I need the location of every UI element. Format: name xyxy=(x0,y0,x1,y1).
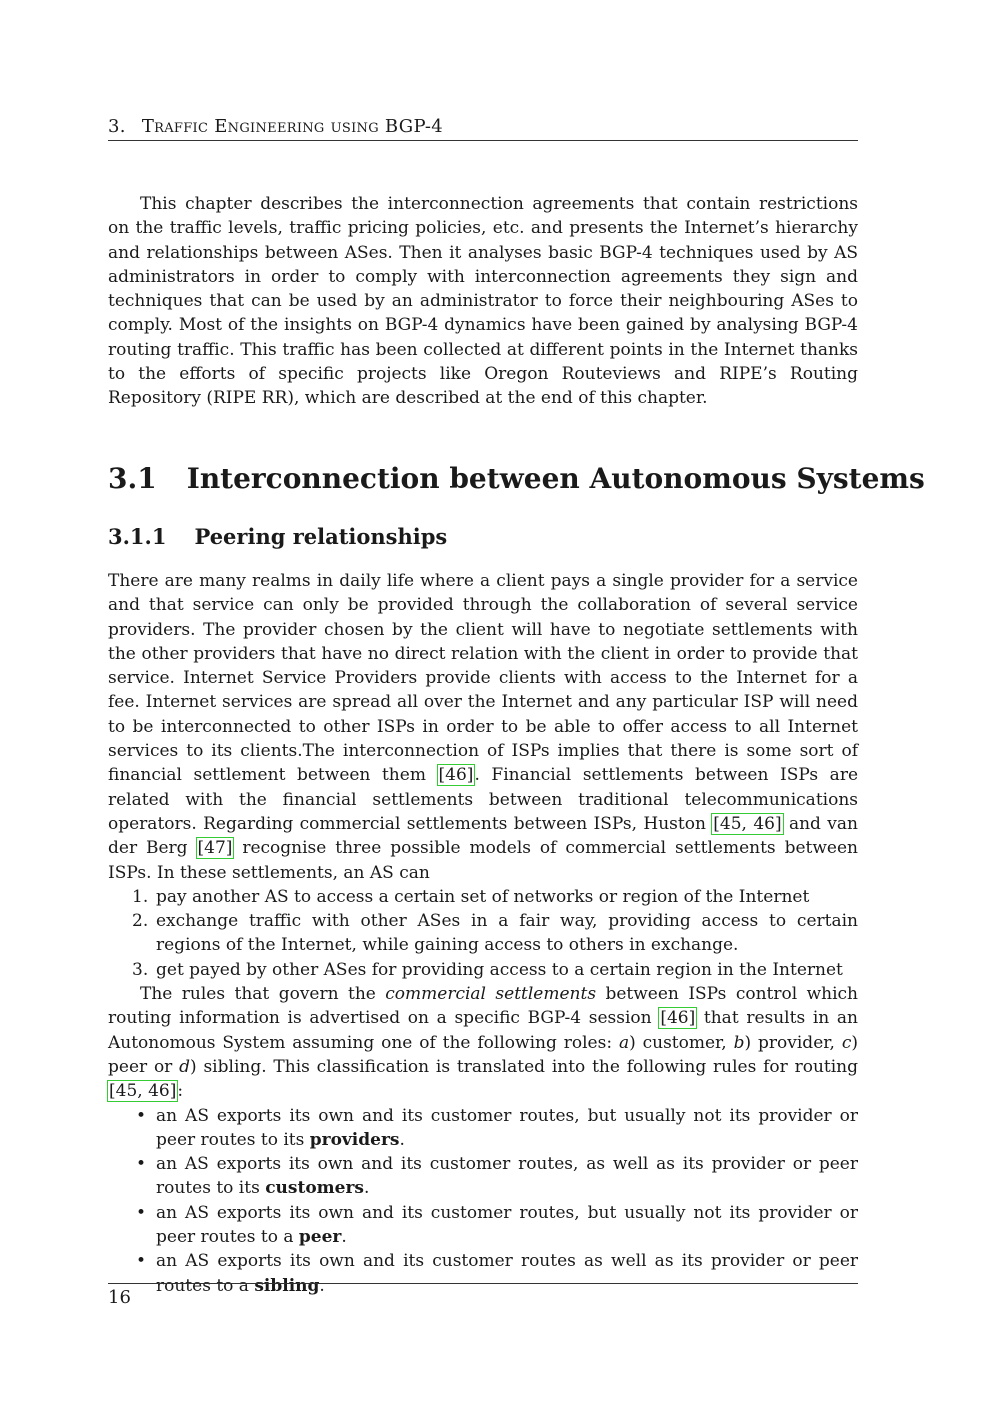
text-run: that results in an Autonomous System assuming one of the following roles: xyxy=(108,1008,859,1053)
list-item xyxy=(108,909,858,958)
list-item xyxy=(108,958,858,982)
bold-term: customers xyxy=(265,1178,365,1199)
list-marker: 2. xyxy=(132,911,149,932)
paragraph-peering xyxy=(108,569,858,885)
bold-term: sibling xyxy=(254,1275,320,1296)
page-footer xyxy=(108,1283,858,1308)
list-item-text: get payed by other ASes for providing access to a certain region in the Internet xyxy=(156,959,843,980)
text-run: between ISPs control which routing information is advertised on a specific BGP-4 session xyxy=(108,984,858,1029)
bullet-marker: • xyxy=(136,1154,147,1175)
intro-paragraph: This chapter describes the interconnection agreements that contain restrictions on the traffic levels, traffic pricing policies, etc. and presents the Internet’s hierarchy and relationships between ASes. Then it analyses basic BGP-4 techniques used by AS administrators in order to comply with interconnection agreements they sign and techniques that can be used by an administrator to force their neighbouring ASes to comply. Most of the insights on BGP-4 dynamics have been gained by analysing BGP-4 routing traffic. This traffic has been collected at different points in the Internet thanks to the efforts of specific projects like Oregon Routeviews and RIPE’s Routing Repository (RIPE RR), which are described at the end of this chapter. xyxy=(108,194,858,409)
text-run: . xyxy=(319,1275,325,1296)
text-run: . xyxy=(341,1227,347,1248)
role-letter: b xyxy=(733,1032,745,1053)
list-item-text: an AS exports its own and its customer routes, as well as its provider or peer routes to its xyxy=(156,1154,858,1199)
text-run: : xyxy=(177,1081,184,1102)
text-run: recognise three possible models of commercial settlements between ISPs. In these settlements, an AS can xyxy=(108,838,858,883)
citation-link[interactable]: [46] xyxy=(438,765,474,786)
body-block xyxy=(108,569,858,1298)
chapter-number: 3. xyxy=(108,116,126,137)
list-item xyxy=(108,885,858,909)
bullet-marker: • xyxy=(136,1105,147,1126)
paragraph-rules xyxy=(108,982,858,1103)
chapter-title: Traffic Engineering using BGP-4 xyxy=(141,116,444,137)
text-run: and van der Berg xyxy=(108,813,858,859)
list-item xyxy=(108,1201,858,1250)
page-number: 16 xyxy=(108,1287,131,1308)
text-run: The rules that govern the xyxy=(140,984,386,1005)
section-title: Interconnection between Autonomous Systems xyxy=(186,462,925,495)
list-item-text: an AS exports its own and its customer routes as well as its provider or peer routes to a xyxy=(156,1251,858,1296)
intro-block xyxy=(108,192,858,411)
role-letter: d xyxy=(179,1056,191,1077)
list-item-text: pay another AS to access a certain set of networks or region of the Internet xyxy=(156,886,810,907)
text-run: . Financial settlements between ISPs are related with the financial settlements between traditional telecommunications operators. Regarding commercial settlements between ISPs, Huston xyxy=(108,765,859,834)
role-letter: c xyxy=(841,1032,852,1053)
running-head xyxy=(108,116,858,141)
text-run: ) provider, xyxy=(744,1032,842,1053)
list-item xyxy=(108,1104,858,1153)
section-heading xyxy=(108,462,925,495)
bullet-marker: • xyxy=(136,1251,147,1272)
list-marker: 1. xyxy=(132,886,149,907)
text-run: There are many realms in daily life where a client pays a single provider for a service and that service can only be provided through the collaboration of several service providers. The provider chosen by the client will have to negotiate settlements with the other providers that have no direct relation with the client in order to provide that service. Internet Service Providers provide clients with access to the Internet for a fee. Internet services are spread all over the Internet and any particular ISP will need to be interconnected to other ISPs in order to be able to offer access to all Internet services to its clients.The interconnection of ISPs implies that there is some sort of financial settlement between them xyxy=(108,571,858,786)
list-marker: 3. xyxy=(132,959,149,980)
citation-link[interactable]: [45, 46] xyxy=(713,813,782,834)
list-item-text: an AS exports its own and its customer routes, but usually not its provider or peer routes to its xyxy=(156,1105,858,1150)
emphasis-text: commercial settlements xyxy=(385,984,597,1005)
subsection-number: 3.1.1 xyxy=(108,524,167,549)
list-item-text: an AS exports its own and its customer routes, but usually not its provider or peer routes to a xyxy=(156,1202,858,1248)
section-number: 3.1 xyxy=(108,462,157,495)
citation-link[interactable]: [46] xyxy=(660,1008,696,1029)
bold-term: providers xyxy=(309,1129,400,1150)
routing-rules-list xyxy=(108,1104,858,1298)
list-item-text: exchange traffic with other ASes in a fair way, providing access to certain regions of the Internet, while gaining access to others in exchange. xyxy=(156,911,858,956)
bullet-marker: • xyxy=(136,1202,147,1223)
text-run: . xyxy=(364,1178,370,1199)
text-run: . xyxy=(399,1129,405,1150)
text-run: ) sibling. This classification is translated into the following rules for routing xyxy=(190,1056,858,1077)
subsection-title: Peering relationships xyxy=(194,524,448,549)
bold-term: peer xyxy=(298,1227,342,1248)
text-run: ) customer, xyxy=(629,1032,734,1053)
citation-link[interactable]: [45, 46] xyxy=(109,1081,177,1102)
role-letter: a xyxy=(618,1032,630,1053)
settlement-models-list xyxy=(108,885,858,982)
citation-link[interactable]: [47] xyxy=(197,838,233,859)
list-item xyxy=(108,1152,858,1201)
subsection-heading xyxy=(108,524,447,549)
text-run: ) peer or xyxy=(108,1032,858,1077)
